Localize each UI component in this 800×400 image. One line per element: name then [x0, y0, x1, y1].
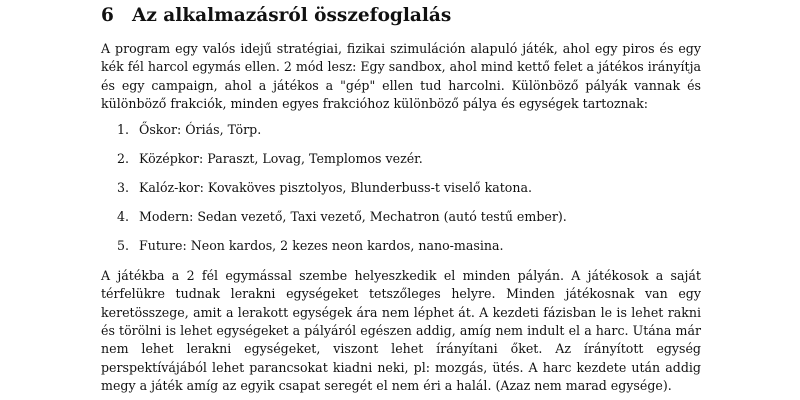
body-paragraph: A játékba a 2 fél egymással szembe helyeszkedik el minden pályán. A játékosok a saját térfelükre tudnak lerakni egységeket tetszőleges helyre. Minden játékosnak van egy keretösszege, amit a lerakott egységek ára nem léphet át. A kezdeti fázisban le is lehet rakni és törölni is lehet egységeket a pályáról egészen addig, amíg nem indult el a harc. Utána már nem lehet lerakni egységeket, viszont lehet írányítani őket. Az írányított egység perspektívájából lehet parancsokat kiadni neki, pl: mozgás, ütés. A harc kezdete után addig megy a játék amíg az egyik csapat seregét el nem éri a halál. (Azaz nem marad egysége). [101, 267, 701, 394]
list-item [101, 208, 701, 226]
intro-paragraph: A program egy valós idejű stratégiai, fizikai szimuláción alapuló játék, ahol egy piros és egy kék fél harcol egymás ellen. 2 mód lesz: Egy sandbox, ahol mind kettő felet a játékos irányítja és egy campaign, ahol a játékos a "gép" ellen tud harcolni. Különböző pályák vannak és különböző frakciók, minden egyes frakcióhoz különböző pálya és egységek tartoznak: [101, 41, 701, 112]
list-item-number: 1. [117, 121, 130, 137]
list-item-text: Kalóz-kor: Kovaköves pisztolyos, Blunderbuss-t viselő katona. [139, 180, 532, 195]
document-page [101, 0, 701, 396]
list-item-text: Őskor: Óriás, Törp. [139, 121, 262, 137]
list-item [101, 179, 701, 197]
section-heading [101, 0, 701, 27]
section-number: 6 [101, 5, 114, 26]
list-item [101, 237, 701, 255]
list-item-text: Future: Neon kardos, 2 kezes neon kardos, nano-masina. [139, 238, 504, 254]
list-item [101, 150, 701, 168]
list-item-number: 2. [117, 150, 130, 166]
faction-list [101, 121, 701, 256]
list-item-number: 3. [117, 180, 130, 195]
list-item-number: 4. [117, 209, 130, 225]
list-item [101, 121, 701, 139]
list-item-text: Modern: Sedan vezető, Taxi vezető, Mechatron (autó testű ember). [139, 209, 567, 225]
list-item-number: 5. [117, 238, 130, 254]
list-item-text: Középkor: Paraszt, Lovag, Templomos vezér. [139, 150, 423, 166]
section-title: Az alkalmazásról összefoglalás [132, 5, 452, 26]
